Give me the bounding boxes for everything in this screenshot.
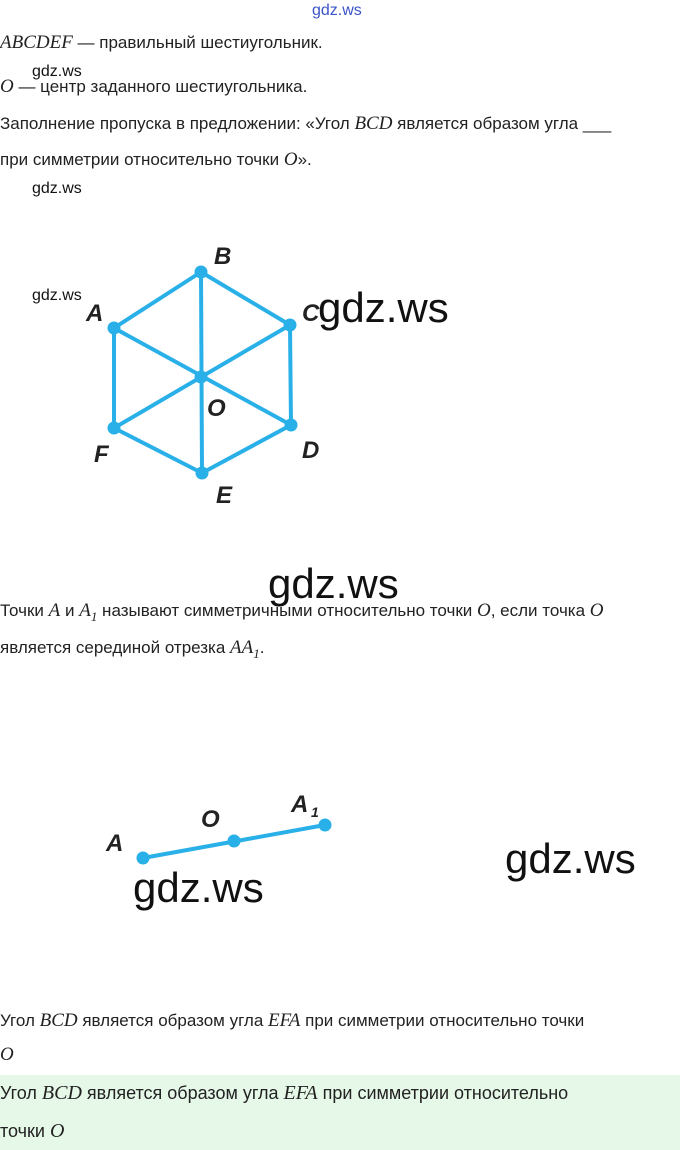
conclusion-text: Угол (0, 1011, 40, 1030)
math-point-A: A (48, 600, 61, 621)
math-subscript: 1 (90, 608, 98, 624)
problem-text: Заполнение пропуска в предложении: «Угол (0, 114, 355, 133)
point-A1 (319, 819, 332, 832)
label-A: A (106, 830, 124, 857)
label-A1-subscript: 1 (311, 804, 319, 820)
problem-text: является образом угла ___ (392, 114, 612, 133)
definition-text: . (259, 638, 265, 657)
label-B: B (214, 243, 232, 270)
definition-text: и (60, 601, 80, 620)
watermark-small: gdz.ws (32, 180, 82, 197)
watermark-large: gdz.ws (268, 560, 399, 607)
math-subscript: 1 (253, 645, 260, 661)
math-point-O: O (0, 1044, 14, 1065)
math-point-O: O (49, 1120, 65, 1142)
math-angle-EFA: EFA (283, 1082, 318, 1104)
math-angle-BCD: BCD (39, 1010, 78, 1031)
problem-line-2 (0, 75, 307, 99)
math-point-O: O (589, 600, 604, 621)
math-angle-BCD: BCD (41, 1082, 82, 1104)
definition-text: Точки (0, 601, 49, 620)
vertex-C (284, 319, 297, 332)
conclusion-text: при симметрии относительно точки (300, 1011, 585, 1030)
label-E: E (216, 482, 233, 509)
answer-text: точки (0, 1121, 50, 1141)
answer-text: является образом угла (81, 1083, 284, 1103)
answer-line-1 (0, 1081, 568, 1105)
math-symbol: A (79, 600, 91, 621)
problem-line-4 (0, 148, 312, 172)
label-C: C (302, 300, 320, 327)
math-angle: BCD (354, 113, 393, 134)
math-angle-EFA: EFA (268, 1010, 301, 1031)
answer-box (0, 1075, 680, 1150)
math-hexagon: ABCDEF (0, 32, 73, 53)
vertex-F (108, 422, 121, 435)
point-O (228, 835, 241, 848)
answer-text: Угол (0, 1083, 42, 1103)
label-O: O (201, 806, 220, 833)
problem-text: при симметрии относительно точки (0, 150, 284, 169)
definition-text: называют симметричными относительно точки (97, 601, 477, 620)
definition-text: является серединой отрезка (0, 638, 231, 657)
answer-text: при симметрии относительно (317, 1083, 569, 1103)
vertex-E (196, 467, 209, 480)
definition-text: , если точка (490, 601, 590, 620)
point-A (137, 852, 150, 865)
watermark-large: gdz.ws (318, 284, 449, 331)
problem-text: — правильный шестиугольник. (72, 33, 323, 52)
problem-line-1 (0, 31, 323, 55)
vertex-O (195, 371, 208, 384)
watermark-large: gdz.ws (505, 835, 636, 882)
label-A: A (86, 300, 104, 327)
vertex-B (195, 266, 208, 279)
math-point: O (283, 149, 298, 170)
watermark-large: gdz.ws (133, 864, 264, 911)
vertex-D (285, 419, 298, 432)
problem-line-3 (0, 112, 611, 136)
math-point-A1 (79, 600, 98, 624)
math-point-O: O (477, 600, 491, 621)
watermark-small: gdz.ws (32, 287, 82, 304)
problem-text: ». (297, 150, 312, 169)
label-O: O (207, 395, 226, 422)
conclusion-line-1 (0, 1009, 584, 1033)
conclusion-text: является образом угла (77, 1011, 269, 1030)
definition-line-2 (0, 636, 265, 666)
problem-text: — центр заданного шестиугольника. (13, 77, 308, 96)
watermark-top: gdz.ws (312, 2, 362, 19)
math-center: O (0, 76, 14, 97)
definition-line-1 (0, 599, 604, 629)
label-A1: A (291, 791, 309, 818)
vertex-A (108, 322, 121, 335)
math-symbol: AA (230, 637, 254, 658)
label-D: D (302, 437, 320, 464)
watermark-small: gdz.ws (32, 63, 82, 80)
label-F: F (94, 441, 109, 468)
hexagon-figure (0, 220, 680, 520)
conclusion-line-2 (0, 1043, 14, 1067)
answer-line-2 (0, 1119, 64, 1143)
math-segment (230, 637, 260, 661)
